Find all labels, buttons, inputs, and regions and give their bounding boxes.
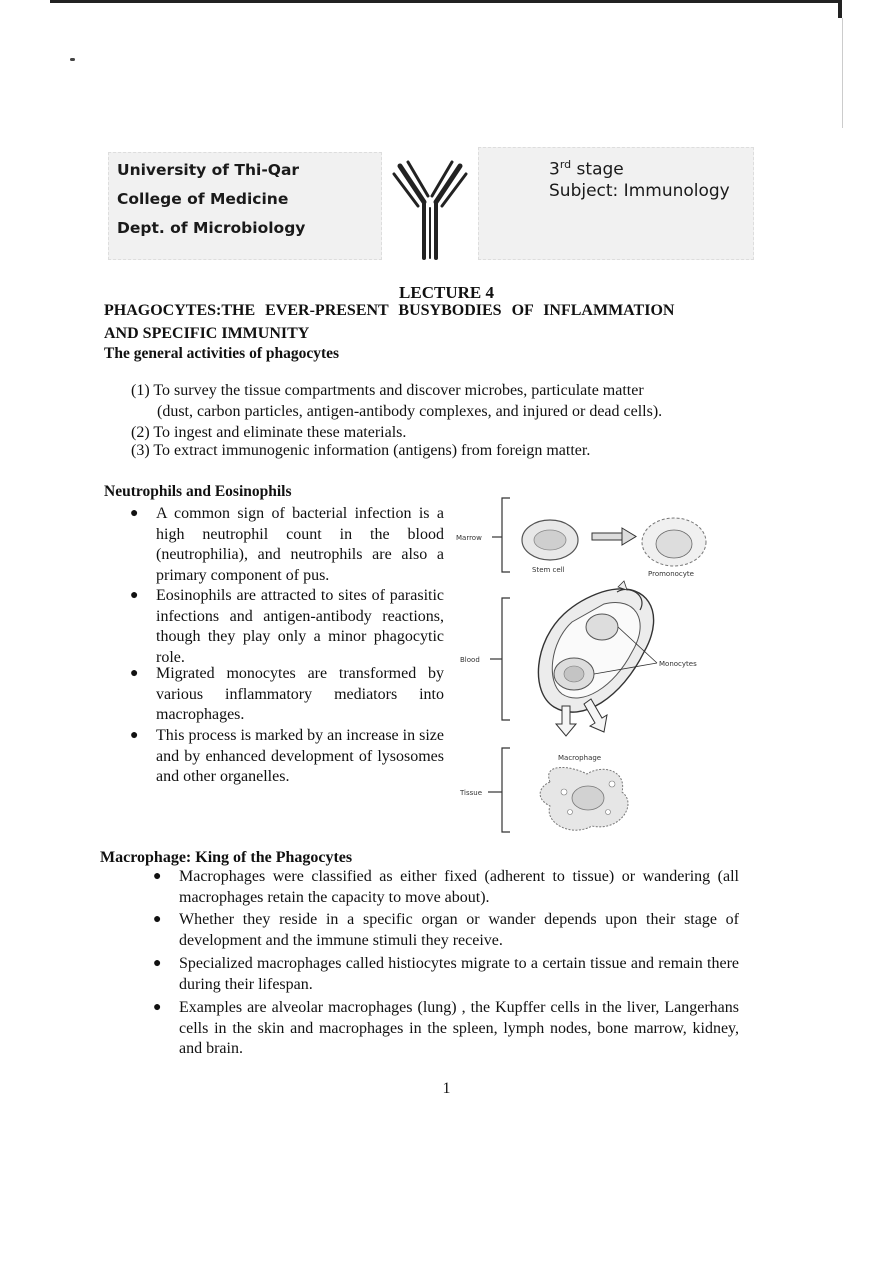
neutrophil-bullet-3: ● Migrated monocytes are transformed by various inflammatory mediators into macrophages. bbox=[130, 665, 444, 723]
maturation-arrow bbox=[592, 528, 636, 545]
university-name: University of Thi-Qar bbox=[117, 161, 300, 179]
macrophage-bullet-2: ● Whether they reside in a specific organ or wander depends upon their stage of development and the immune stimuli they receive. bbox=[153, 911, 739, 949]
department-name: Dept. of Microbiology bbox=[117, 219, 306, 237]
main-heading-line2: AND SPECIFIC IMMUNITY bbox=[104, 325, 310, 342]
bullet-dot: ● bbox=[130, 506, 139, 521]
bullet-dot: ● bbox=[153, 869, 162, 884]
page-number: 1 bbox=[442, 1080, 451, 1097]
stem-cell-label: Stem cell bbox=[532, 566, 565, 574]
bullet-dot: ● bbox=[153, 912, 162, 927]
item-text: To extract immunogenic information (antigens) from foreign matter. bbox=[153, 442, 591, 459]
header-course-box bbox=[478, 147, 754, 260]
marrow-label: Marrow bbox=[456, 534, 482, 542]
subject-label: Subject: Immunology bbox=[549, 181, 730, 201]
blood-label: Blood bbox=[460, 656, 480, 664]
macrophage-bullet-4: ● Examples are alveolar macrophages (lung) , the Kupffer cells in the liver, Langerhans cells in the skin and macrophages in the spleen, lymph nodes, bone marrow, kidney, and brain. bbox=[153, 999, 739, 1057]
item-text: To survey the tissue compartments and discover microbes, particulate matter bbox=[153, 382, 644, 399]
scan-speck bbox=[70, 58, 75, 61]
monocyte-development-figure bbox=[452, 492, 722, 837]
college-name: College of Medicine bbox=[117, 190, 289, 208]
general-activities-heading: The general activities of phagocytes bbox=[104, 345, 340, 362]
corner-mark bbox=[838, 0, 842, 18]
main-heading-line1: PHAGOCYTES:THE EVER-PRESENT BUSYBODIES OF INFLAMMATION bbox=[104, 302, 675, 319]
macrophage-drawing bbox=[540, 767, 628, 830]
macrophage-heading: Macrophage: King of the Phagocytes bbox=[100, 849, 353, 866]
neutrophil-bullet-4: ● This process is marked by an increase in size and by enhanced development of lysosomes and other organelles. bbox=[130, 727, 444, 785]
neutrophils-heading: Neutrophils and Eosinophils bbox=[104, 483, 292, 500]
item-number: (2) bbox=[131, 424, 150, 441]
neutrophil-bullet-2: ● Eosinophils are attracted to sites of parasitic infections and antigen-antibody reactions, though they play only a minor phagocytic role. bbox=[130, 587, 444, 666]
blood-vessel-drawing bbox=[538, 581, 653, 712]
general-item-2 bbox=[131, 424, 406, 442]
bullet-dot: ● bbox=[130, 666, 139, 681]
header-institution-box bbox=[108, 152, 382, 260]
lecture-title: LECTURE 4 bbox=[399, 283, 494, 302]
top-border bbox=[50, 0, 840, 3]
antibody-logo bbox=[388, 158, 472, 260]
monocytes-label: Monocytes bbox=[659, 660, 697, 668]
bullet-dot: ● bbox=[153, 956, 162, 971]
stem-cell-drawing bbox=[522, 520, 578, 560]
stage-label: 3rd stage bbox=[549, 158, 624, 180]
general-item-1 bbox=[131, 382, 644, 400]
bullet-dot: ● bbox=[153, 1000, 162, 1015]
tissue-label: Tissue bbox=[460, 789, 483, 797]
promonocyte-label: Promonocyte bbox=[648, 570, 694, 578]
bullet-dot: ● bbox=[130, 588, 139, 603]
item-text: To ingest and eliminate these materials. bbox=[153, 424, 407, 441]
macrophage-label: Macrophage bbox=[558, 754, 602, 762]
neutrophil-bullet-1: ● A common sign of bacterial infection is a high neutrophil count in the blood (neutrophilia), and neutrophils are also a primary component of pus. bbox=[130, 505, 444, 584]
macrophage-bullet-3: ● Specialized macrophages called histiocytes migrate to a certain tissue and remain there during their lifespan. bbox=[153, 955, 739, 993]
item-number: (1) bbox=[131, 382, 150, 399]
bullet-dot: ● bbox=[130, 728, 139, 743]
corner-line bbox=[842, 18, 843, 128]
macrophage-bullet-1: ● Macrophages were classified as either fixed (adherent to tissue) or wandering (all macrophages retain the capacity to move about). bbox=[153, 868, 739, 906]
general-item-3 bbox=[131, 442, 590, 460]
promonocyte-drawing bbox=[642, 518, 706, 566]
item-number: (3) bbox=[131, 442, 150, 459]
general-item-1-cont: (dust, carbon particles, antigen-antibody complexes, and injured or dead cells). bbox=[157, 403, 663, 420]
